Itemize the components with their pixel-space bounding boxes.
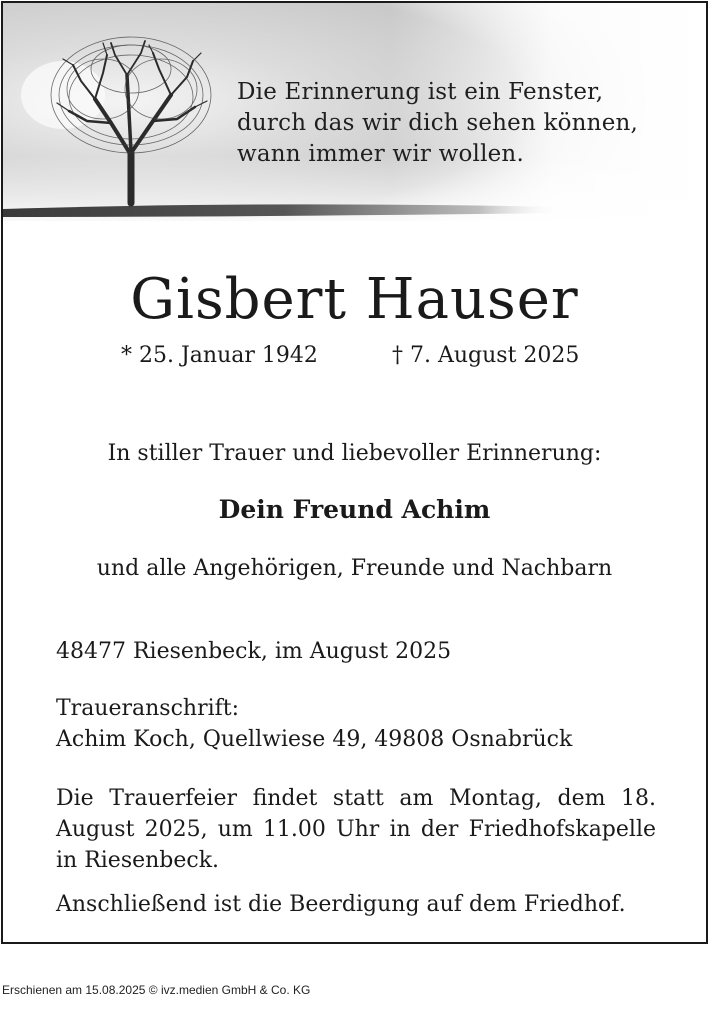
birth-date: * 25. Januar 1942 [121, 343, 318, 368]
memorial-quote [237, 77, 638, 170]
ceremony-info: Die Trauerfeier findet statt am Montag, dem 18. August 2025, um 11.00 Uhr in der Friedhofskapelle in Riesenbeck. [56, 786, 656, 873]
obituary-frame [1, 1, 708, 944]
quote-line: Die Erinnerung ist ein Fenster, [237, 79, 604, 105]
publication-credit: Erschienen am 15.08.2025 © ivz.medien GmbH & Co. KG [2, 983, 311, 997]
death-date: † 7. August 2025 [392, 343, 580, 368]
mourning-intro: In stiller Trauer und liebevoller Erinnerung: [107, 441, 602, 466]
deceased-name: Gisbert Hauser [130, 267, 579, 332]
quote-line: wann immer wir wollen. [237, 141, 524, 167]
place-date: 48477 Riesenbeck, im August 2025 [56, 639, 452, 664]
address-label: Traueranschrift: [56, 696, 240, 721]
mourner-friend: Dein Freund Achim [218, 495, 491, 524]
address-text: Achim Koch, Quellwiese 49, 49808 Osnabrück [56, 727, 573, 752]
mourning-address [56, 693, 656, 755]
burial-info: Anschließend ist die Beerdigung auf dem Friedhof. [56, 892, 626, 917]
quote-line: durch das wir dich sehen können, [237, 110, 639, 136]
mourner-relatives: und alle Angehörigen, Freunde und Nachbarn [96, 556, 613, 581]
